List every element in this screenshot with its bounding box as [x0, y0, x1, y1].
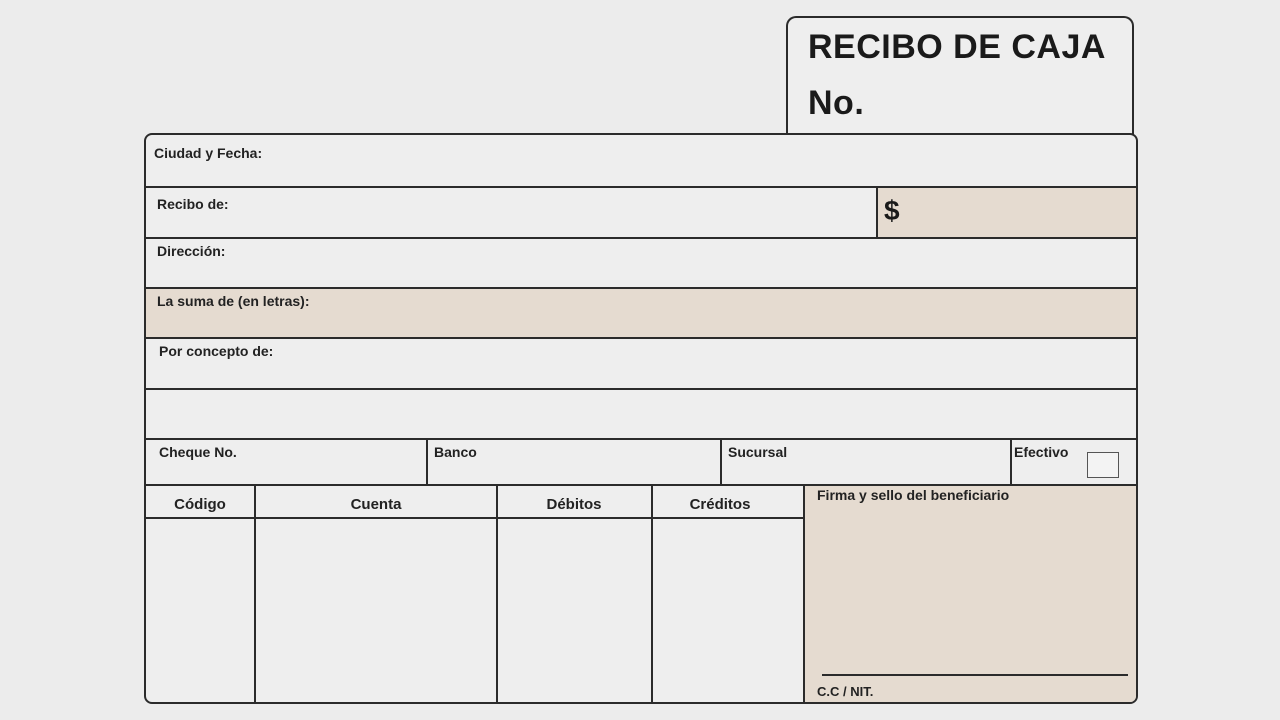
received-from-field[interactable]: [146, 188, 876, 237]
check-number-label: Cheque No.: [159, 444, 237, 460]
cash-checkbox[interactable]: [1087, 452, 1119, 478]
branch-label: Sucursal: [728, 444, 788, 460]
dollar-sign: $: [884, 195, 900, 226]
signature-box[interactable]: [805, 486, 1136, 702]
bank-field[interactable]: [428, 440, 720, 484]
receipt-title: RECIBO DE CAJA: [808, 28, 1106, 66]
check-number-field[interactable]: [146, 440, 426, 484]
amount-field[interactable]: [878, 188, 1136, 237]
column-header-debits: Débitos: [546, 496, 602, 513]
address-field[interactable]: [146, 239, 1136, 287]
received-from-label: Recibo de:: [157, 196, 229, 212]
cash-label: Efectivo: [1014, 444, 1069, 460]
concept-label: Por concepto de:: [159, 343, 274, 359]
receipt-title-box: [786, 16, 1134, 146]
city-date-label: Ciudad y Fecha:: [154, 145, 263, 161]
city-date-field[interactable]: [146, 135, 1136, 186]
bank-label: Banco: [434, 444, 477, 460]
signature-title: Firma y sello del beneficiario: [817, 487, 1010, 503]
concept-continuation-field[interactable]: [146, 390, 1136, 438]
account-column-area[interactable]: [256, 519, 496, 702]
code-column-area[interactable]: [146, 519, 254, 702]
id-label: C.C / NIT.: [817, 684, 874, 699]
column-header-code: Código: [174, 496, 226, 513]
signature-line: [822, 674, 1128, 676]
credits-column-area[interactable]: [653, 519, 803, 702]
amount-words-field[interactable]: [146, 289, 1136, 337]
debits-column-area[interactable]: [498, 519, 651, 702]
receipt-number-label: No.: [808, 84, 865, 122]
receipt-form: [144, 133, 1138, 704]
concept-field[interactable]: [146, 339, 1136, 388]
column-header-credits: Créditos: [689, 496, 751, 513]
amount-words-label: La suma de (en letras):: [157, 293, 310, 309]
branch-field[interactable]: [722, 440, 1010, 484]
address-label: Dirección:: [157, 243, 226, 259]
cash-field: [1012, 440, 1136, 484]
column-header-account: Cuenta: [350, 496, 402, 513]
